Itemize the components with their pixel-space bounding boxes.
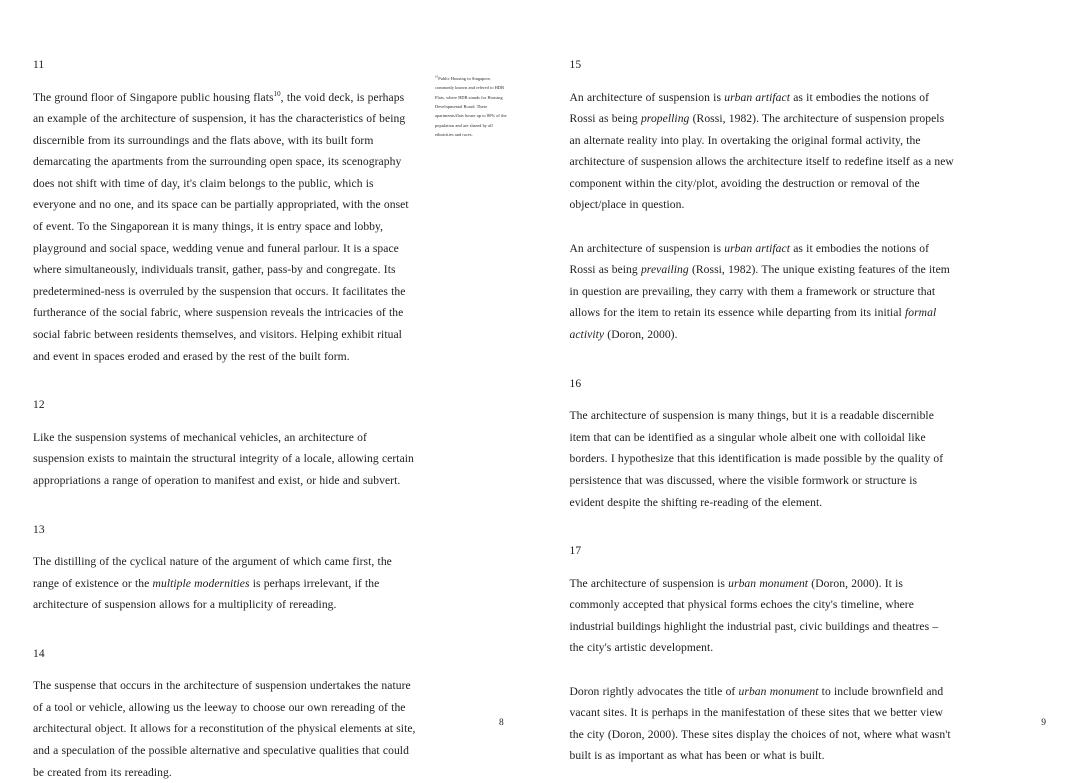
emphasised-term: urban artifact [724,91,790,104]
left-page-sections [33,55,418,783]
footnote-column [435,74,507,139]
section-block [570,55,955,346]
text-run: Like the suspension systems of mechanical vehicles, an architecture of suspension exists to maintain the structural integrity of a locale, allowing certain appropriations a range of operation to manifest and exist, or hide and subvert. [33,431,414,487]
body-paragraph [570,87,955,217]
body-paragraph [570,238,955,346]
text-run: The architecture of suspension is [570,577,729,590]
section-block [33,55,418,367]
text-run: is perhaps irrelevant, if the architecture of suspension allows for a multiplicity of rereading. [33,577,379,612]
emphasised-term: prevailing [641,263,689,276]
body-paragraph [33,551,418,616]
section-block [570,541,955,767]
section-block [33,644,418,783]
right-page-text-column [570,55,955,767]
text-run: The distilling of the cyclical nature of the argument of which came first, the range of existence or the [33,555,392,590]
emphasised-term: urban monument [739,685,819,698]
footnote-10 [435,74,507,139]
emphasised-term: urban artifact [724,242,790,255]
text-run: The architecture of suspension is many things, but it is a readable discernible item that can be identified as a singular whole albeit one with colloidal like borders. I hypothesize that this identification is made possible by the quality of persistence that was discussed, where the visible formwork or structure is evident despite the shifting re-reading of the element. [570,409,944,508]
page-left [0,0,538,760]
text-run: An architecture of suspension is [570,242,725,255]
body-paragraph [570,405,955,513]
text-run: (Rossi, 1982). The unique existing features of the item in question are prevailing, they carry with them a framework or structure that allows for the item to retain its essence while departing from its initial [570,263,950,319]
section-number: 17 [570,541,955,563]
body-paragraph [33,427,418,492]
text-run: , the void deck, is perhaps an example of the architecture of suspension, it has the characteristics of being discernible from its surroundings and the flats above, with its built form demarcating the apartments from the surrounding open space, its scenography does not shift with time of day, it's claim belongs to the public, which is everyone and no one, and its space can be partially appropriated, with the onset of event. To the Singaporean it is many things, it is entry space and lobby, playground and social space, wedding venue and funeral parlour. It is a space where simultaneously, individuals transit, gather, pass-by and congregate. Its predetermined-ness is overruled by the suspension that occurs. It facilitates the furtherance of the social fabric, where suspension reveals the intricacies of the social fabric between residents themselves, and visitors. Helping exhibit ritual and event in spaces eroded and erased by the rest of the built form. [33,91,409,363]
section-number: 13 [33,520,418,542]
section-block [33,395,418,491]
page-right [538,0,1075,760]
page-number-right: 9 [1041,717,1046,729]
text-run: Doron rightly advocates the title of [570,685,739,698]
footnote-body: Public Housing in Singapore, commonly known and refered to HDB Flats, where HDB stands for Housing Developmental Board. These apartments/flats house up to 80% of the population and are shared by all ethnicities and races. [435,76,507,137]
text-run: to include brownfield and vacant sites. It is perhaps in the manifestation of these sites that we better view the city (Doron, 2000). These sites display the choices of not, where what wasn't built is as important as what has been or what is built. [570,685,951,763]
right-page-sections [570,55,955,767]
page-number-left: 8 [499,717,504,729]
text-run: An architecture of suspension is [570,91,725,104]
emphasised-term: urban monument [728,577,808,590]
text-run: as it embodies the notions of Rossi as being [570,91,930,126]
body-paragraph [33,675,418,783]
body-paragraph [33,87,418,368]
text-run: The ground floor of Singapore public housing flats [33,91,274,104]
left-page-text-column [33,55,418,783]
footnote-number: 10 [435,75,438,79]
section-number: 12 [33,395,418,417]
section-number: 11 [33,55,418,77]
text-run: (Rossi, 1982). The architecture of suspension propels an alternate reality into play. In overtaking the original formal activity, the architecture of suspension allows the architecture itself to redefine itself as a new component within the city/plot, avoiding the destruction or removal of the object/place in question. [570,112,954,211]
emphasised-term: propelling [641,112,689,125]
section-block [570,374,955,513]
footnote-marker: 10 [274,90,281,98]
text-run: as it embodies the notions of Rossi as being [570,242,930,277]
text-run: The suspense that occurs in the architecture of suspension undertakes the nature of a tool or vehicle, allowing us the leeway to choose our own rereading of the architectural object. It allows for a reconstitution of the physical elements at site, and a speculation of the possible alternative and speculative qualities that could be created from its rereading. [33,679,416,778]
text-run: (Doron, 2000). It is commonly accepted that physical forms echoes the city's timeline, where industrial buildings highlight the industrial past, civic buildings and theatres – the city's artistic development. [570,577,939,655]
emphasised-term: multiple modernities [153,577,250,590]
section-number: 14 [33,644,418,666]
section-block [33,520,418,616]
text-run: (Doron, 2000). [604,328,677,341]
emphasised-term: formal activity [570,306,937,341]
section-number: 16 [570,374,955,396]
section-number: 15 [570,55,955,77]
body-paragraph [570,681,955,767]
body-paragraph [570,573,955,659]
